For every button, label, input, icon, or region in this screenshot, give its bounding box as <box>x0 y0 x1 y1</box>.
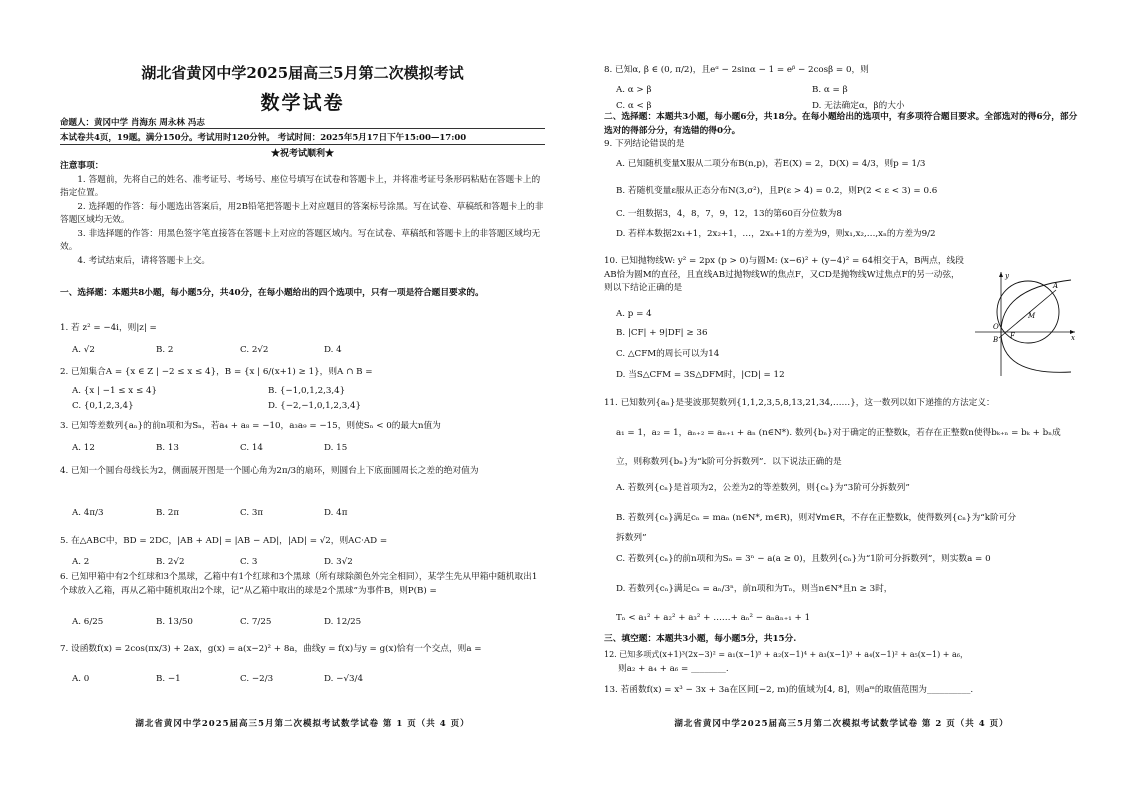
option-a: A. 0 <box>72 674 90 684</box>
axis-x-label: x <box>1071 334 1075 342</box>
q8-options-row1 <box>616 85 1079 95</box>
question-12: 12. 已知多项式(x+1)³(2x−3)² = a₁(x−1)⁵ + a₂(x−1)⁴ + a₃(x−1)³ + a₄(x−1)² + a₅(x−1) + a₆， <box>604 650 969 659</box>
option-c: C. {0,1,2,3,4} <box>72 401 134 411</box>
q10-option-d: D. 当S△CFM = 3S△DFM时，|CD| = 12 <box>616 370 785 380</box>
question-5: 5. 在△ABC中，BD = 2DC，|AB + AD| = |AB − AD|，|AD| = √2，则AC·AD = <box>60 536 388 546</box>
axis-y-label: y <box>1005 272 1009 280</box>
point-b-label: B <box>993 336 999 344</box>
exam-info: 本试卷共4页，19题。满分150分。考试用时120分钟。 考试时间：2025年5月17日下午15:00—17:00 <box>60 133 467 143</box>
option-b: B. 13 <box>156 443 179 453</box>
option-c: C. 2√2 <box>240 345 269 355</box>
option-a: A. 2 <box>72 557 90 567</box>
option-a: A. {x | −1 ≤ x ≤ 4} <box>72 386 158 396</box>
page-footer: 湖北省黄冈中学2025届高三5月第二次模拟考试数学试卷 第 2 页（共 4 页） <box>674 719 1009 729</box>
option-d: D. −√3/4 <box>324 674 363 684</box>
q7-options <box>72 674 545 684</box>
divider <box>60 144 545 145</box>
origin-label: O <box>993 323 999 331</box>
point-f-label: F <box>1010 332 1015 340</box>
option-a: A. √2 <box>72 345 95 355</box>
option-c: C. −2/3 <box>240 674 274 684</box>
option-b: B. 13/50 <box>156 617 193 627</box>
section-1-heading: 一、选择题：本题共8小题，每小题5分，共40分，在每小题给出的四个选项中，只有一项是符合题目要求的。 <box>60 288 484 298</box>
option-b: B. 2π <box>156 508 180 518</box>
q11-option-d: D. 若数列{cₙ}满足cₙ = aₙ/3ⁿ，前n项和为Tₙ，则当n∈N*且n ≥ 3时， <box>616 584 893 594</box>
notice-item: 4. 考试结束后，请将答题卡上交。 <box>77 255 211 266</box>
option-c: C. 14 <box>240 443 263 453</box>
parabola-circle-figure <box>971 268 1079 378</box>
option-b: B. −1 <box>156 674 181 684</box>
option-c: C. 3π <box>240 508 264 518</box>
question-6: 6. 已知甲箱中有2个红球和3个黑球，乙箱中有1个红球和3个黑球（所有球除颜色外完全相同），某学生先从甲箱中随机取出1个球放入乙箱，再从乙箱中随机取出2个球，记“从乙箱中取出的球是2个黑球”为事件B，则P(B) = <box>60 572 538 596</box>
option-d: D. 12/25 <box>324 617 362 627</box>
question-7: 7. 设函数f(x) = 2cos(πx/3) + 2ax，g(x) = a(x−2)² + 8a，曲线y = f(x)与y = g(x)恰有一个交点，则a = <box>60 644 482 654</box>
question-3: 3. 已知等差数列{aₙ}的前n项和为Sₙ，若a₄ + a₈ = −10，a₃a₉ = −15，则使Sₙ < 0的最大n值为 <box>60 421 441 431</box>
option-d: D. 无法确定α，β的大小 <box>812 101 905 111</box>
notice-item: 1. 答题前，先将自己的姓名、准考证号、考场号、座位号填写在试卷和答题卡上，并将准考证号条形码粘贴在答题卡上的指定位置。 <box>60 174 541 198</box>
point-m-label: M <box>1028 312 1036 320</box>
option-d: D. 4 <box>324 345 342 355</box>
question-2: 2. 已知集合A = {x ∈ Z | −2 ≤ x ≤ 4}，B = {x | 6/(x+1) ≥ 1}，则A ∩ B = <box>60 367 373 377</box>
q11-option-d-cont: Tₙ < a₁² + a₂² + a₃² + ……+ aₙ² − aₙaₙ₊₁ + 1 <box>616 613 811 623</box>
option-b: B. 2 <box>156 345 174 355</box>
page-footer: 湖北省黄冈中学2025届高三5月第二次模拟考试数学试卷 第 1 页（共 4 页） <box>135 719 470 729</box>
q8-options-row2 <box>616 99 1079 111</box>
notice-item: 3. 非选择题的作答：用黑色签字笔直接答在答题卡上对应的答题区域内。写在试卷、草稿纸和答题卡上的非答题区域均无效。 <box>60 228 541 252</box>
notice-item: 2. 选择题的作答：每小题选出答案后，用2B铅笔把答题卡上对应题目的答案标号涂黑。写在试卷、草稿纸和答题卡上的非答题区域均无效。 <box>60 201 544 225</box>
q11-definition: a₁ = 1，a₂ = 1，aₙ₊₂ = aₙ₊₁ + aₙ (n∈N*). 数列{bₙ}对于确定的正整数k，若存在正整数n使得bₖ₊ₙ = bₖ + bₙ成 <box>616 428 1061 438</box>
question-9: 9. 下列结论错误的是 <box>604 139 685 149</box>
option-d: D. {−2,−1,0,1,2,3,4} <box>268 401 362 411</box>
option-a: A. 6/25 <box>72 617 104 627</box>
q5-options <box>72 557 545 567</box>
q11-option-b-cont: 拆数列” <box>616 533 647 543</box>
exam-title: 湖北省黄冈中学2025届高三5月第二次模拟考试 <box>141 64 464 82</box>
option-a: A. α > β <box>616 85 652 95</box>
option-a: A. 4π/3 <box>72 508 104 518</box>
q10-option-a: A. p = 4 <box>616 309 652 319</box>
q1-options <box>72 345 545 355</box>
question-10: 10. 已知抛物线W: y² = 2px (p > 0)与圆M: (x−6)² + (y−4)² = 64相交于A，B两点，线段AB恰为圆M的直径，且直线AB过抛物线W的焦点F，又CD是抛物线W过焦点F的另一动弦，则以下结论正确的是 <box>604 256 964 293</box>
option-b: B. 2√2 <box>156 557 185 567</box>
page-2 <box>562 0 1123 794</box>
option-d: D. 3√2 <box>324 557 353 567</box>
subject-title: 数学试卷 <box>260 92 345 114</box>
question-1: 1. 若 z² = −4i，则|z| = <box>60 323 157 333</box>
q11-option-c: C. 若数列{cₙ}的前n项和为Sₙ = 3ⁿ − a(a ≥ 0)，且数列{cₙ}为“1阶可分拆数列”，则实数a = 0 <box>616 554 991 564</box>
option-a: A. 12 <box>72 443 95 453</box>
point-a-label: A <box>1053 282 1059 290</box>
option-b: B. {−1,0,1,2,3,4} <box>268 386 346 396</box>
q9-option-d: D. 若样本数据2x₁+1，2x₂+1，…，2xₙ+1的方差为9，则x₁,x₂,…,xₙ的方差为9/2 <box>616 229 936 239</box>
question-13: 13. 若函数f(x) = x³ − 3x + 3a在区间[−2, m)的值域为[4, 8]，则aᵐ的取值范围为__________. <box>604 685 974 695</box>
option-d: D. 4π <box>324 508 348 518</box>
q10-option-c: C. △CFM的周长可以为14 <box>616 349 720 359</box>
option-c: C. 7/25 <box>240 617 272 627</box>
section-3-heading: 三、填空题：本题共3小题，每小题5分，共15分. <box>604 634 797 644</box>
q10-option-b: B. |CF| + 9|DF| ≥ 36 <box>616 328 708 338</box>
q2-options-row1 <box>72 386 545 396</box>
option-c: C. α < β <box>616 101 652 111</box>
option-c: C. 3 <box>240 557 258 567</box>
question-4: 4. 已知一个圆台母线长为2，侧面展开图是一个圆心角为2π/3的扇环，则圆台上下底面圆周长之差的绝对值为 <box>60 466 479 476</box>
q3-options <box>72 443 545 453</box>
question-12-answer: 则a₂ + a₄ + a₆ = ________. <box>618 664 729 674</box>
notice-block <box>60 160 545 268</box>
section-2-heading: 二、选择题：本题共3小题，每小题6分，共18分。在每小题给出的选项中，有多项符合题目要求。全部选对的得6分，部分选对的得部分分，有选错的得0分。 <box>604 112 1078 136</box>
q9-option-b: B. 若随机变量ε服从正态分布N(3,σ²)，且P(ε > 4) = 0.2，则P(2 < ε < 3) = 0.6 <box>616 186 938 196</box>
option-b: B. α = β <box>812 85 848 95</box>
divider <box>60 128 545 129</box>
question-8: 8. 已知α, β ∈ (0, π/2)，且eᵅ − 2sinα − 1 = eᵝ − 2cosβ = 0，则 <box>604 65 869 75</box>
q4-options <box>72 508 545 518</box>
question-11: 11. 已知数列{aₙ}是斐波那契数列{1,1,2,3,5,8,13,21,34,……}，这一数列以如下递推的方法定义： <box>604 398 995 408</box>
q11-definition-2: 立，则称数列{bₙ}为“k阶可分拆数列”．以下说法正确的是 <box>616 457 842 467</box>
q6-options <box>72 617 545 627</box>
q11-option-b: B. 若数列{cₙ}满足cₙ = maₙ (n∈N*, m∈R)，则对∀m∈R，不存在正整数k，使得数列{cₙ}为“k阶可分 <box>616 513 1017 523</box>
q9-option-a: A. 已知随机变量X服从二项分布B(n,p)，若E(X) = 2，D(X) = 4/3，则p = 1/3 <box>616 159 926 169</box>
authors-line: 命题人：黄冈中学 肖海东 周永林 冯志 <box>60 118 205 128</box>
page-1 <box>0 0 561 794</box>
wish-line: ★祝考试顺利★ <box>270 149 334 159</box>
q9-option-c: C. 一组数据3，4，8，7，9，12，13的第60百分位数为8 <box>616 209 842 219</box>
q2-options-row2 <box>72 401 545 411</box>
notice-title: 注意事项： <box>60 161 104 171</box>
option-d: D. 15 <box>324 443 348 453</box>
q11-option-a: A. 若数列{cₙ}是首项为2，公差为2的等差数列，则{cₙ}为“3阶可分拆数列” <box>616 483 910 493</box>
